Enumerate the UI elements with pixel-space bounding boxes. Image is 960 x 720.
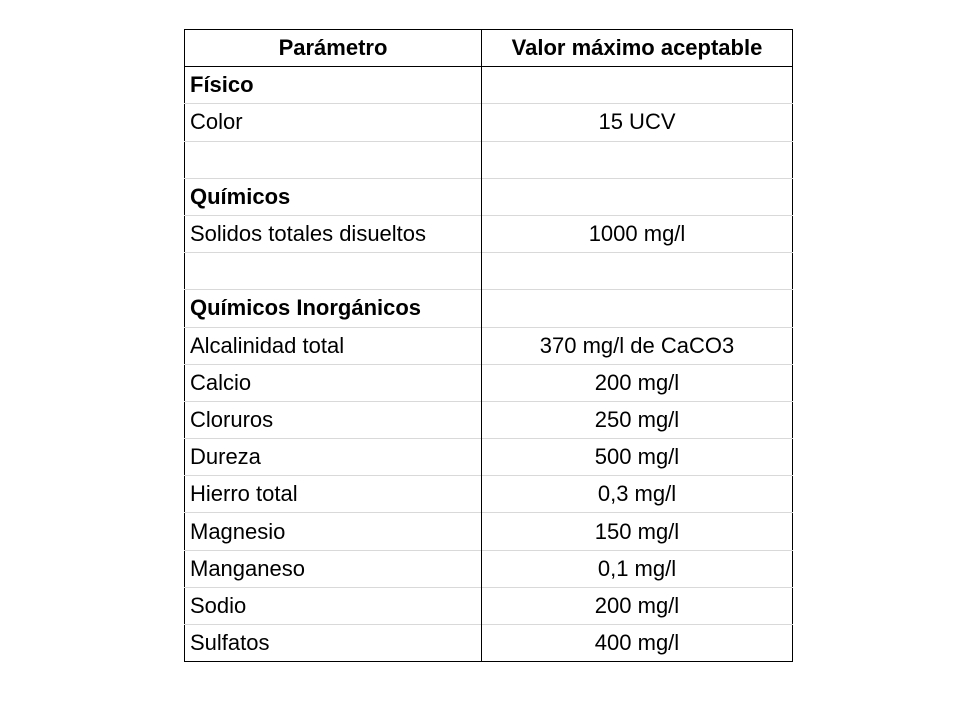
table-row: [185, 513, 793, 550]
header-max-value: Valor máximo aceptable: [482, 30, 793, 67]
max-value-cell: 0,1 mg/l: [482, 550, 793, 587]
table-row: [185, 550, 793, 587]
water-parameters-table: [184, 29, 793, 662]
max-value-cell: [482, 253, 793, 290]
max-value-cell: 500 mg/l: [482, 439, 793, 476]
max-value-cell: 400 mg/l: [482, 625, 793, 662]
parameter-cell: Sulfatos: [185, 625, 482, 662]
table-row: [185, 327, 793, 364]
section-row: [185, 290, 793, 327]
table-header-row: [185, 30, 793, 67]
parameter-cell: Cloruros: [185, 401, 482, 438]
table-row: [185, 253, 793, 290]
max-value-cell: 370 mg/l de CaCO3: [482, 327, 793, 364]
table-body: [185, 67, 793, 662]
max-value-cell: 0,3 mg/l: [482, 476, 793, 513]
table-row: [185, 625, 793, 662]
section-title: Físico: [185, 67, 482, 104]
max-value-cell: [482, 178, 793, 215]
parameter-cell: Alcalinidad total: [185, 327, 482, 364]
table-row: [185, 215, 793, 252]
parameter-cell: Hierro total: [185, 476, 482, 513]
max-value-cell: 150 mg/l: [482, 513, 793, 550]
table-row: [185, 401, 793, 438]
table-row: [185, 141, 793, 178]
max-value-cell: 200 mg/l: [482, 587, 793, 624]
max-value-cell: 200 mg/l: [482, 364, 793, 401]
parameter-cell: [185, 253, 482, 290]
parameters-table-container: [184, 29, 793, 662]
max-value-cell: [482, 290, 793, 327]
table-row: [185, 476, 793, 513]
header-parameter: Parámetro: [185, 30, 482, 67]
section-title: Químicos: [185, 178, 482, 215]
parameter-cell: Manganeso: [185, 550, 482, 587]
max-value-cell: [482, 141, 793, 178]
max-value-cell: 1000 mg/l: [482, 215, 793, 252]
parameter-cell: Dureza: [185, 439, 482, 476]
section-row: [185, 67, 793, 104]
table-row: [185, 364, 793, 401]
table-row: [185, 104, 793, 141]
parameter-cell: Sodio: [185, 587, 482, 624]
parameter-cell: Calcio: [185, 364, 482, 401]
table-row: [185, 439, 793, 476]
table-row: [185, 587, 793, 624]
max-value-cell: 250 mg/l: [482, 401, 793, 438]
parameter-cell: Solidos totales disueltos: [185, 215, 482, 252]
parameter-cell: Color: [185, 104, 482, 141]
max-value-cell: [482, 67, 793, 104]
section-row: [185, 178, 793, 215]
max-value-cell: 15 UCV: [482, 104, 793, 141]
section-title: Químicos Inorgánicos: [185, 290, 482, 327]
parameter-cell: Magnesio: [185, 513, 482, 550]
parameter-cell: [185, 141, 482, 178]
